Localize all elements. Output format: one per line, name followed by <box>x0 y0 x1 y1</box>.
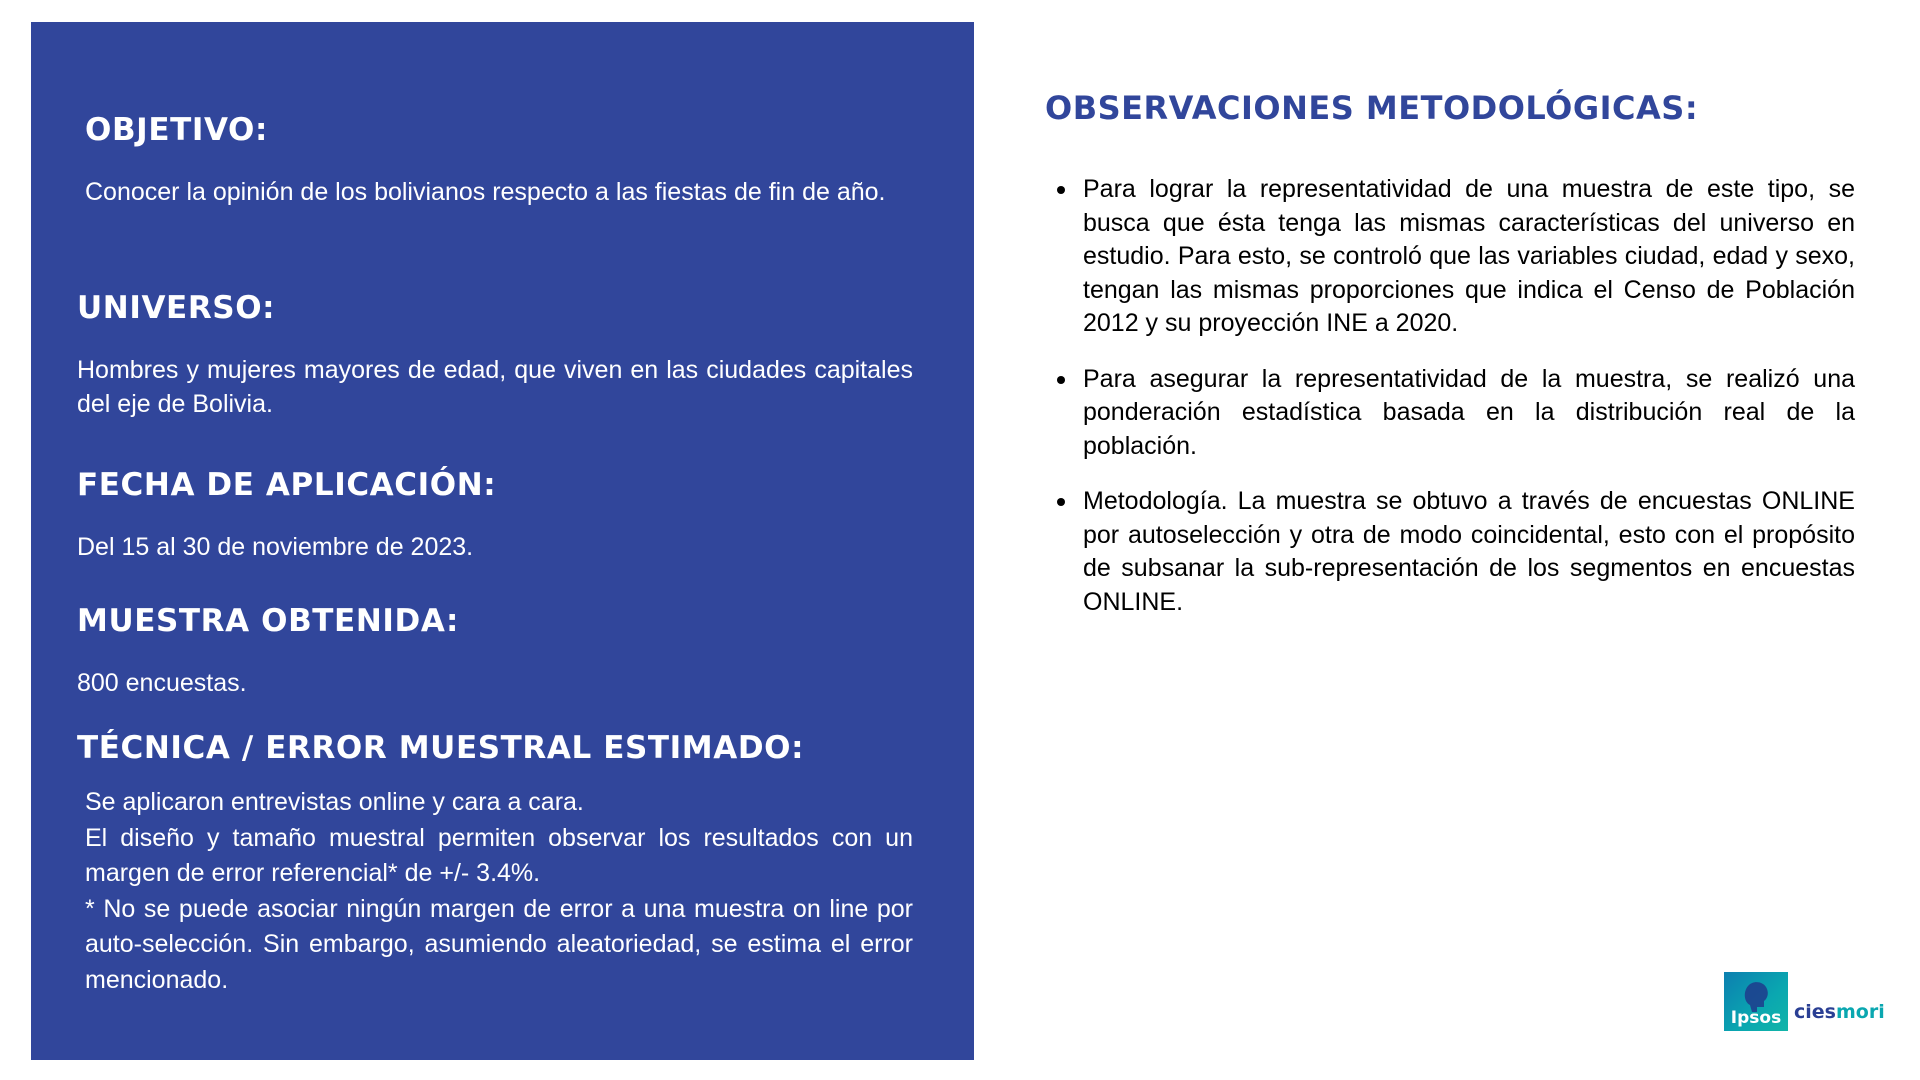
list-item <box>1055 173 1855 341</box>
tecnica-heading: TÉCNICA / ERROR MUESTRAL ESTIMADO: <box>77 730 805 766</box>
objetivo-text: Conocer la opinión de los bolivianos respecto a las fiestas de fin de año. <box>85 178 886 206</box>
list-item <box>1055 485 1855 619</box>
objetivo-heading: OBJETIVO: <box>85 112 268 148</box>
observaciones-heading: OBSERVACIONES METODOLÓGICAS: <box>1045 89 1699 127</box>
ipsos-wordmark: Ipsos <box>1730 1008 1782 1028</box>
list-item-text: Para lograr la representatividad de una muestra de este tipo, se busca que ésta tenga las mismas características del universo en estudio. Para esto, se controló que las variables ciudad, edad y sexo, tengan las mismas proporciones que indica el Censo de Población 2012 y su proyección INE a 2020. <box>1083 175 1855 337</box>
muestra-text: 800 encuestas. <box>77 669 247 697</box>
universo-text: Hombres y mujeres mayores de edad, que viven en las ciudades capitales del eje de Bolivia. <box>77 356 913 418</box>
bullet-icon <box>1057 376 1065 384</box>
ciesmori-wordmark <box>1794 1003 1885 1022</box>
tecnica-text <box>85 785 913 998</box>
observaciones-list <box>1055 173 1855 619</box>
tecnica-line: El diseño y tamaño muestral permiten observar los resultados con un margen de error referencial* de +/- 3.4%. <box>85 823 913 887</box>
list-item-text: Metodología. La muestra se obtuvo a través de encuestas ONLINE por autoselección y otra de modo coincidental, esto con el propósito de subsanar la sub-representación de los segmentos en encuestas ONLINE. <box>1083 487 1855 616</box>
ipsos-ciesmori-logo <box>1724 972 1885 1032</box>
fecha-heading: FECHA DE APLICACIÓN: <box>77 467 497 503</box>
ciesmori-cies: cies <box>1794 1001 1836 1023</box>
bullet-icon <box>1057 498 1065 506</box>
universo-heading: UNIVERSO: <box>77 290 276 326</box>
bullet-icon <box>1057 186 1065 194</box>
list-item-text: Para asegurar la representatividad de la muestra, se realizó una ponderación estadística basada en la distribución real de la población. <box>1083 364 1855 460</box>
fecha-text: Del 15 al 30 de noviembre de 2023. <box>77 533 474 561</box>
ciesmori-mori: mori <box>1835 1001 1885 1023</box>
ipsos-logo-icon <box>1724 972 1788 1031</box>
tecnica-line: Se aplicaron entrevistas online y cara a cara. <box>85 788 584 816</box>
muestra-heading: MUESTRA OBTENIDA: <box>77 603 460 639</box>
list-item <box>1055 363 1855 464</box>
tecnica-footnote: * No se puede asociar ningún margen de error a una muestra on line por auto-selección. Sin embargo, asumiendo aleatoriedad, se estima el error mencionado. <box>85 894 913 994</box>
